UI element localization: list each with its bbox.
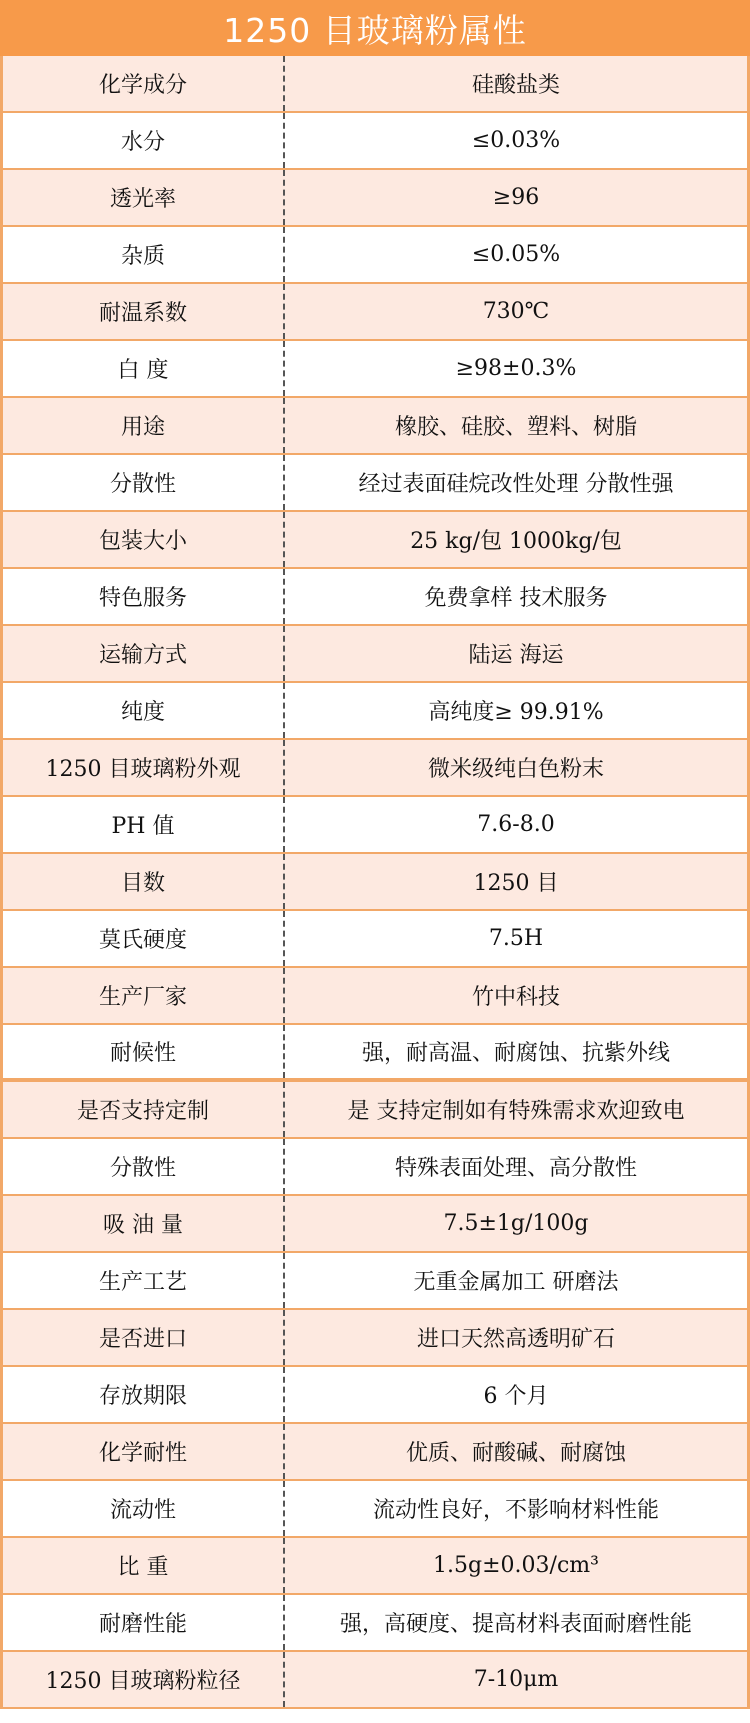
property-value-cell: 25 kg/包 1000kg/包	[410, 529, 622, 554]
table-row	[3, 968, 747, 1025]
property-value-cell: 进口天然高透明矿石	[416, 1327, 615, 1352]
table-row	[3, 683, 747, 740]
table-row	[3, 1367, 747, 1424]
table-row	[3, 1139, 747, 1196]
property-value-cell: 特殊表面处理、高分散性	[394, 1156, 637, 1181]
table-row	[3, 1082, 747, 1139]
property-name-cell: 纯度	[3, 683, 285, 738]
property-name-cell: 分散性	[3, 455, 285, 510]
table-row	[3, 1196, 747, 1253]
property-value-cell: 微米级纯白色粉末	[427, 757, 604, 782]
property-value-cell: 无重金属加工 研磨法	[413, 1270, 619, 1295]
table-row	[3, 854, 747, 911]
property-value-cell: ≤0.05%	[471, 242, 561, 267]
property-value-cell: 高纯度≥ 99.91%	[428, 700, 604, 725]
table-row	[3, 170, 747, 227]
table-title: 1250 目玻璃粉属性	[0, 0, 750, 56]
table-row	[3, 569, 747, 626]
property-value-cell: 7.5±1g/100g	[443, 1211, 589, 1236]
property-name-cell: 目数	[3, 854, 285, 909]
property-value-cell: 7-10μm	[473, 1667, 559, 1692]
property-value-cell: 流动性良好，不影响材料性能	[372, 1498, 659, 1523]
property-value-cell: ≥96	[492, 185, 540, 210]
property-name-cell: 用途	[3, 398, 285, 453]
property-name-cell: 是否进口	[3, 1310, 285, 1365]
property-name-cell: 存放期限	[3, 1367, 285, 1422]
property-name-cell: 1250 目玻璃粉粒径	[3, 1652, 285, 1707]
table-row	[3, 227, 747, 284]
property-value-cell: 硅酸盐类	[471, 73, 560, 98]
property-name-cell: 莫氏硬度	[3, 911, 285, 966]
table-row	[3, 1538, 747, 1595]
table-row	[3, 1310, 747, 1367]
property-name-cell: 特色服务	[3, 569, 285, 624]
table-row	[3, 341, 747, 398]
table-row	[3, 1595, 747, 1652]
table-row	[3, 740, 747, 797]
property-name-cell: 流动性	[3, 1481, 285, 1536]
property-value-cell: 1.5g±0.03/cm³	[433, 1553, 599, 1578]
table-row	[3, 797, 747, 854]
property-value-cell: 陆运 海运	[468, 643, 564, 668]
property-name-cell: 运输方式	[3, 626, 285, 681]
property-value-cell: 免费拿样 技术服务	[424, 586, 608, 611]
property-value-cell: 强，耐高温、耐腐蚀、抗紫外线	[361, 1041, 670, 1066]
property-value-cell: 优质、耐酸碱、耐腐蚀	[405, 1441, 626, 1466]
table-row	[3, 1253, 747, 1310]
property-value-cell: 7.5H	[488, 926, 544, 951]
property-value-cell: 1250 目	[473, 871, 559, 896]
table-row	[3, 1481, 747, 1538]
property-value-cell: 7.6-8.0	[477, 812, 555, 837]
property-name-cell: 白 度	[3, 341, 285, 396]
table-row	[3, 398, 747, 455]
property-name-cell: 生产厂家	[3, 968, 285, 1023]
table-row	[3, 626, 747, 683]
property-name-cell: 包装大小	[3, 512, 285, 567]
property-value-cell: 竹中科技	[471, 985, 560, 1010]
property-name-cell: 耐磨性能	[3, 1595, 285, 1650]
table-row	[3, 1025, 747, 1082]
property-name-cell: PH 值	[3, 797, 285, 852]
property-name-cell: 杂质	[3, 227, 285, 282]
property-name-cell: 是否支持定制	[3, 1082, 285, 1137]
property-name-cell: 透光率	[3, 170, 285, 225]
property-name-cell: 化学耐性	[3, 1424, 285, 1479]
table-row	[3, 911, 747, 968]
properties-table	[0, 56, 750, 1709]
property-value-cell: 6 个月	[483, 1384, 549, 1409]
property-name-cell: 水分	[3, 113, 285, 168]
table-row	[3, 1652, 747, 1709]
property-value-cell: 730℃	[482, 299, 550, 324]
table-row	[3, 512, 747, 569]
property-name-cell: 分散性	[3, 1139, 285, 1194]
property-name-cell: 化学成分	[3, 56, 285, 111]
property-value-cell: 是 支持定制如有特殊需求欢迎致电	[347, 1099, 685, 1124]
property-value-cell: 强，高硬度、提高材料表面耐磨性能	[339, 1612, 692, 1637]
table-row	[3, 113, 747, 170]
table-row	[3, 56, 747, 113]
property-name-cell: 生产工艺	[3, 1253, 285, 1308]
property-name-cell: 耐候性	[3, 1025, 285, 1078]
property-name-cell: 1250 目玻璃粉外观	[3, 740, 285, 795]
table-row	[3, 455, 747, 512]
property-value-cell: ≤0.03%	[471, 128, 561, 153]
property-name-cell: 吸 油 量	[3, 1196, 285, 1251]
property-name-cell: 比 重	[3, 1538, 285, 1593]
property-value-cell: 经过表面硅烷改性处理 分散性强	[358, 472, 674, 497]
property-value-cell: 橡胶、硅胶、塑料、树脂	[394, 415, 637, 440]
property-name-cell: 耐温系数	[3, 284, 285, 339]
table-row	[3, 284, 747, 341]
property-value-cell: ≥98±0.3%	[455, 356, 577, 381]
table-row	[3, 1424, 747, 1481]
